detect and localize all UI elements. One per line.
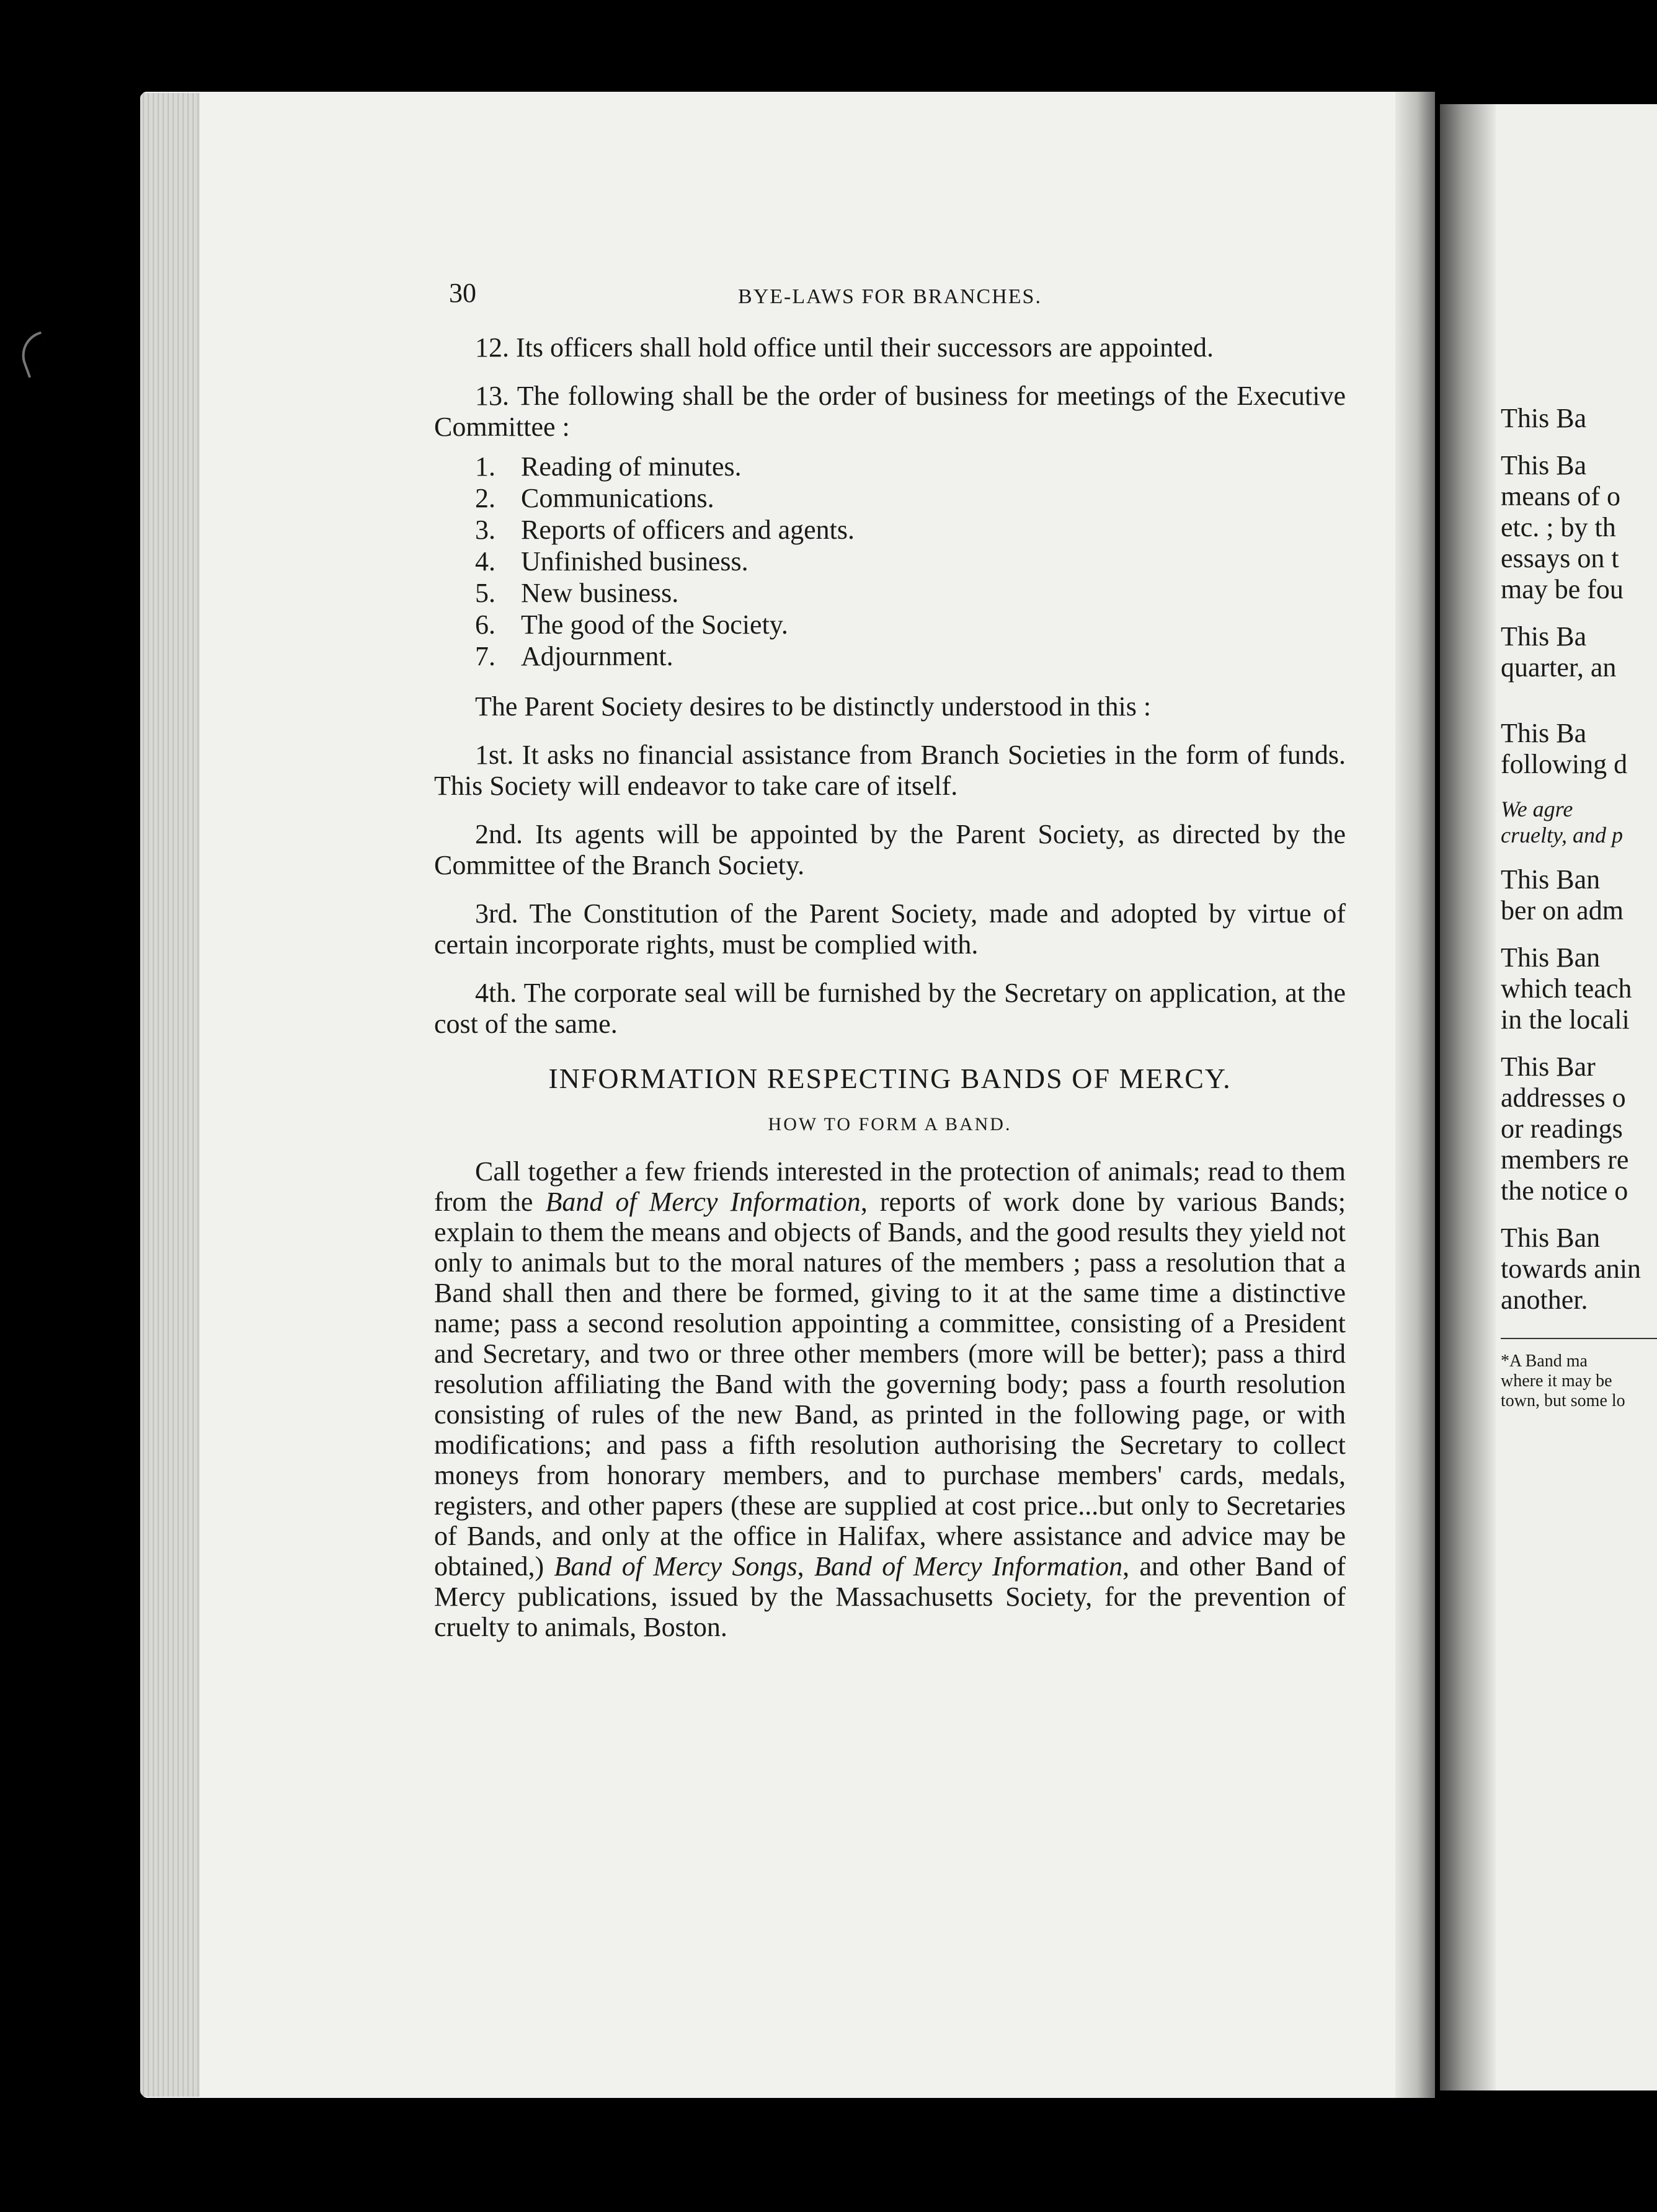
parent-society-intro: The Parent Society desires to be distinctly understood in this : <box>475 691 1152 722</box>
right-footnote: *A Band ma where it may be town, but some lo <box>1501 1352 1625 1410</box>
order-of-business-list <box>434 451 1346 673</box>
list-item: 1. Reading of minutes. <box>475 451 742 482</box>
page-number: 30 <box>449 278 476 308</box>
book-gutter <box>1395 92 1435 2098</box>
list-item: 2. Communications. <box>475 483 714 513</box>
right-line: This Ban towards anin another. <box>1501 1223 1641 1315</box>
page-header <box>434 278 1346 315</box>
how-to-form-band-paragraph: Call together a few friends interested in the protection of animals; read to them from the Band of Mercy Information, reports of work done by various Bands; explain to them the means and objects of Bands, and the good results they yield not only to animals but to the moral natures of the members ; pass a resolution that a Band shall then and there be formed, giving to it at the same time a distinctive name; pass a second resolution appointing a committee, consisting of a President and Secretary, and two or three other members (more will be better); pass a third resolution affiliating the Band with the governing body; pass a fourth resolution consisting of rules of the new Band, as printed in the following page, or with modifications; and pass a fifth resolution authorising the Secretary to collect moneys from honorary members, and to purchase members' cards, medals, registers, and other papers (these are supplied at cost price...but only to Secretaries of Bands, and only at the office in Halifax, where assistance and advice may be obtained,) Band of Mercy Songs, Band of Mercy Information, and other Band of Mercy publications, issued by the Massachusetts Society, for the prevention of cruelty to animals, Boston. <box>434 1156 1346 1642</box>
parent-point-4: 4th. The corporate seal will be furnished by the Secretary on application, at the cost of the same. <box>434 978 1346 1039</box>
page-edges <box>140 93 200 2097</box>
parent-point-1: 1st. It asks no financial assistance from Branch Societies in the form of funds. This Society will endeavor to take care of itself. <box>434 740 1346 801</box>
margin-mark <box>15 331 54 378</box>
parent-point-3: 3rd. The Constitution of the Parent Society, made and adopted by virtue of certain incorporate rights, must be complied with. <box>434 898 1346 960</box>
right-line: This Ba quarter, an <box>1501 621 1617 683</box>
right-page-text <box>1501 403 1657 1427</box>
list-item: 3. Reports of officers and agents. <box>475 515 855 545</box>
right-page-shadow <box>1440 104 1496 2090</box>
right-line: This Ba <box>1501 403 1587 433</box>
parent-point-2: 2nd. Its agents will be appointed by the Parent Society, as directed by the Committee of the Branch Society. <box>434 819 1346 880</box>
left-page-text <box>434 278 1346 1642</box>
right-line: This Ba means of o etc. ; by th essays on t may be fou <box>1501 450 1624 604</box>
bylaw-13: 13. The following shall be the order of business for meetings of the Executive Committee : <box>434 381 1346 442</box>
right-line: This Ban which teach in the locali <box>1501 942 1632 1035</box>
running-head: BYE-LAWS FOR BRANCHES. <box>738 285 1042 308</box>
list-item: 7. Adjournment. <box>475 641 673 671</box>
list-item: 5. New business. <box>475 578 679 608</box>
right-line: This Ba following d <box>1501 718 1628 779</box>
right-line: This Bar addresses o or readings members re the notice o <box>1501 1051 1629 1206</box>
right-line: This Ban ber on adm <box>1501 864 1624 926</box>
right-line-italic: We agre cruelty, and p <box>1501 797 1623 847</box>
section-title: INFORMATION RESPECTING BANDS OF MERCY. <box>548 1063 1232 1094</box>
list-item: 4. Unfinished business. <box>475 546 749 577</box>
bylaw-12: 12. Its officers shall hold office until their successors are appointed. <box>475 332 1214 363</box>
list-item: 6. The good of the Society. <box>475 609 788 640</box>
footnote-rule <box>1501 1338 1657 1339</box>
subsection-title: HOW TO FORM A BAND. <box>768 1114 1012 1135</box>
